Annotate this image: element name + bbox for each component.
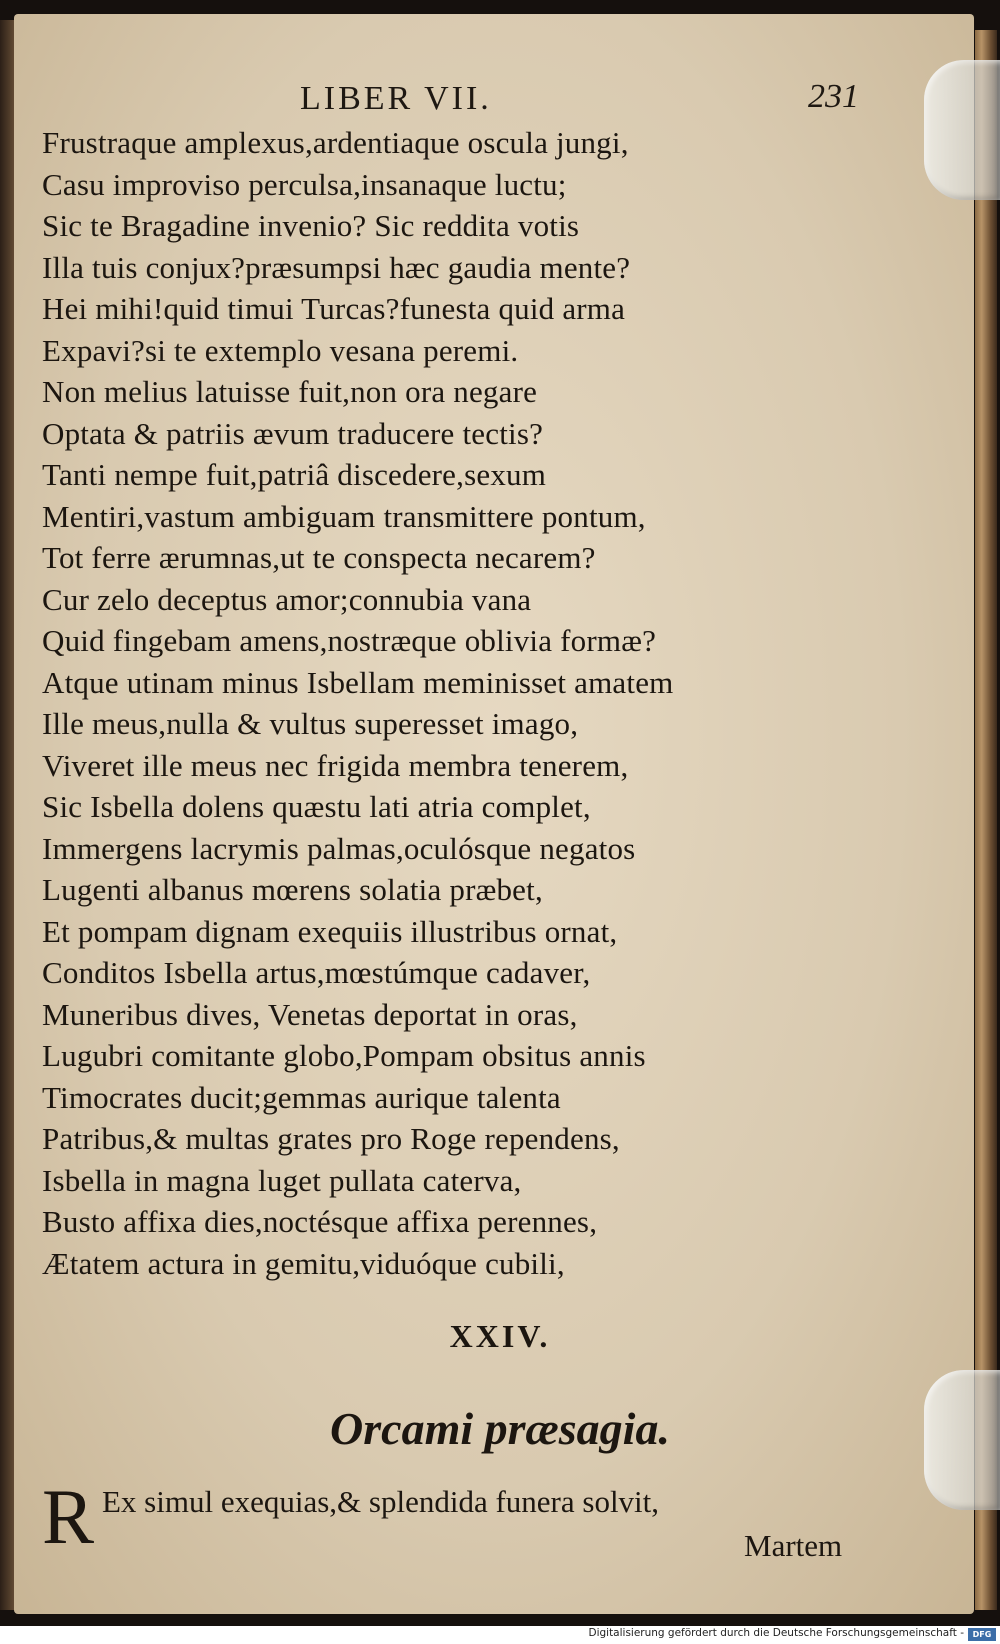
verse-line: Lugubri comitante globo,Pompam obsitus annis xyxy=(42,1038,646,1073)
verse-line: Frustraque amplexus,ardentiaque oscula jungi, xyxy=(42,125,629,160)
verse-line: Hei mihi!quid timui Turcas?funesta quid arma xyxy=(42,291,626,326)
catchword: Martem xyxy=(744,1528,843,1563)
verse-line: Lugenti albanus mœrens solatia præbet, xyxy=(42,872,543,907)
verse-line: Viveret ille meus nec frigida membra tenerem, xyxy=(42,747,629,783)
running-head: LIBER VII. xyxy=(300,80,492,117)
verse-line: Optata & patriis ævum traducere tectis? xyxy=(42,415,544,451)
verse-line: Expavi?si te extemplo vesana peremi. xyxy=(42,332,519,368)
verse-line: Patribus,& multas grates pro Roge rependens, xyxy=(42,1121,620,1156)
dfg-logo: DFG xyxy=(968,1628,996,1641)
verse-line: Quid fingebam amens,nostræque oblivia formæ? xyxy=(42,623,657,658)
verse-line: Sic te Bragadine invenio? Sic reddita votis xyxy=(42,208,580,243)
verse-block xyxy=(42,122,862,1284)
verse-line: Illa tuis conjux?præsumpsi hæc gaudia mente? xyxy=(42,249,631,285)
section-title: Orcami præsagia. xyxy=(330,1403,670,1454)
verse-line: Conditos Isbella artus,mœstúmque cadaver, xyxy=(42,955,591,990)
glass-clip-top xyxy=(924,60,1000,200)
verse-line: Tot ferre ærumnas,ut te conspecta necarem? xyxy=(42,540,596,575)
verse-line: Busto affixa dies,noctésque affixa perennes, xyxy=(42,1204,598,1239)
verse-line: Non melius latuisse fuit,non ora negare xyxy=(42,374,538,409)
verse-line: Muneribus dives, Venetas deportat in oras, xyxy=(42,996,578,1032)
verse-line: Ille meus,nulla & vultus superesset imago, xyxy=(42,706,579,741)
verse-line: Ætatem actura in gemitu,viduóque cubili, xyxy=(42,1245,565,1281)
verse-line: Tanti nempe fuit,patriâ discedere,sexum xyxy=(42,457,547,492)
footer-bar xyxy=(0,1626,1000,1644)
verse-line: Sic Isbella dolens quæstu lati atria complet, xyxy=(42,789,591,824)
section-number: XXIV. xyxy=(449,1318,551,1354)
verse-line: Atque utinam minus Isbellam meminisset amatem xyxy=(42,664,674,700)
verse-line: Timocrates ducit;gemmas aurique talenta xyxy=(42,1079,561,1115)
footer-credit: Digitalisierung gefördert durch die Deutsche Forschungsgemeinschaft - xyxy=(588,1627,964,1639)
verse-line: Et pompam dignam exequiis illustribus ornat, xyxy=(42,913,618,949)
verse-line: Casu improviso perculsa,insanaque luctu; xyxy=(42,166,567,202)
drop-cap: R xyxy=(42,1473,95,1560)
verse-line: Cur zelo deceptus amor;connubia vana xyxy=(42,581,532,617)
verse-line: Mentiri,vastum ambiguam transmittere pontum, xyxy=(42,498,646,534)
verse-line: Immergens lacrymis palmas,oculósque negatos xyxy=(42,830,636,866)
page-number: 231 xyxy=(808,78,859,115)
opening-line: Ex simul exequias,& splendida funera solvit, xyxy=(102,1484,660,1519)
verse-line: Isbella in magna luget pullata caterva, xyxy=(42,1162,522,1198)
